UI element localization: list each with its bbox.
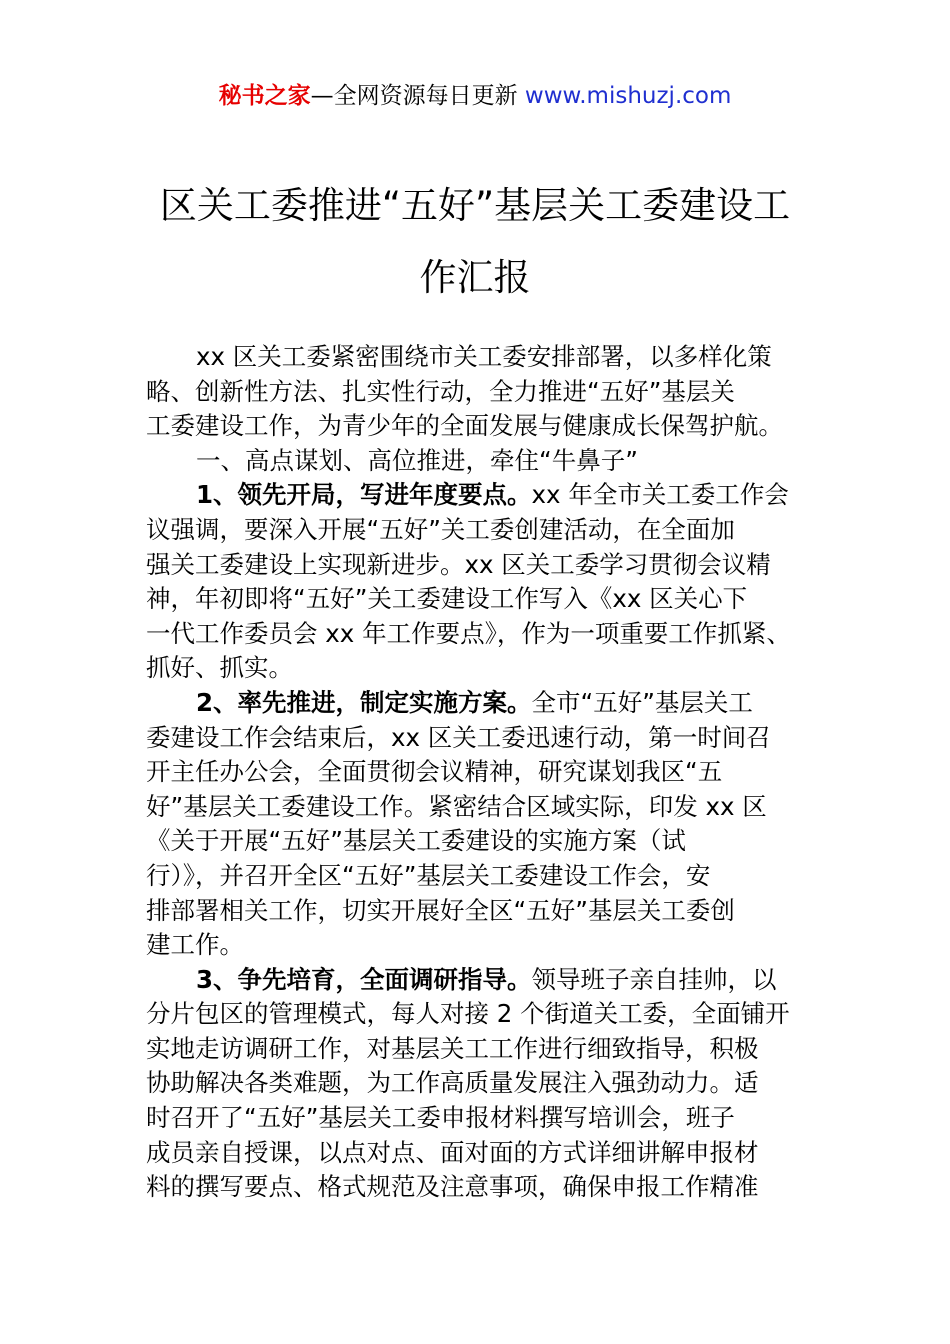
body-line: [146, 1066, 836, 1101]
body-text: 《关于开展“五好”基层关工委建设的实施方案（试: [146, 826, 686, 856]
document-title: [120, 170, 830, 314]
site-url-link[interactable]: www.mishuzj.com: [524, 83, 732, 109]
body-line: [146, 755, 836, 790]
section-heading: 1、领先开局，写进年度要点。: [196, 480, 532, 510]
body-text: 抓好、抓实。: [146, 653, 293, 683]
body-line: [146, 824, 836, 859]
body-line: [146, 997, 836, 1032]
body-line: [146, 894, 836, 929]
body-text: xx 年全市关工委工作会: [531, 480, 789, 510]
body-line: [146, 1136, 836, 1171]
body-text: xx 区关工委紧密围绕市关工委安排部署，以多样化策: [196, 342, 772, 371]
body-line: [146, 928, 836, 963]
body-text: 好”基层关工委建设工作。紧密结合区域实际，印发 xx 区: [146, 791, 767, 821]
body-text: 分片包区的管理模式，每人对接 2 个街道关工委，全面铺开: [146, 999, 790, 1029]
section-heading: 3、争先培育，全面调研指导。: [196, 964, 532, 994]
body-text: 一代工作委员会 xx 年工作要点》，作为一项重要工作抓紧、: [146, 618, 791, 648]
body-line: [146, 1170, 836, 1205]
title-line-2: 作汇报: [419, 256, 531, 299]
body-text: 实地走访调研工作，对基层关工工作进行细致指导，积极: [146, 1033, 759, 1063]
site-name: 秘书之家: [218, 83, 311, 109]
body-text: 领导班子亲自挂帅，以: [531, 964, 777, 994]
body-line: [146, 340, 836, 375]
body-text: 料的撰写要点、格式规范及注意事项，确保申报工作精准: [146, 1172, 759, 1202]
body-text: 开主任办公会，全面贯彻会议精神，研究谋划我区“五: [146, 757, 723, 787]
body-text: 时召开了“五好”基层关工委申报材料撰写培训会，班子: [146, 1103, 735, 1133]
body-text: 强关工委建设上实现新进步。xx 区关工委学习贯彻会议精: [146, 549, 771, 579]
body-text: 成员亲自授课，以点对点、面对面的方式详细讲解申报材: [146, 1137, 759, 1167]
body-line: [146, 409, 836, 444]
body-line: [146, 963, 836, 998]
body-text: 全市“五好”基层关工: [531, 687, 753, 717]
body-text: 神，年初即将“五好”关工委建设工作写入《xx 区关心下: [146, 584, 748, 614]
body-line: [146, 513, 836, 548]
section-heading: 2、率先推进，制定实施方案。: [196, 687, 532, 717]
body-text: 一、高点谋划、高位推进，牵住“牛鼻子”: [196, 445, 638, 475]
body-line: [146, 444, 836, 479]
body-line: [146, 478, 836, 513]
body-line: [146, 686, 836, 721]
body-text: 议强调，要深入开展“五好”关工委创建活动，在全面加: [146, 514, 735, 544]
body-line: [146, 548, 836, 583]
body-text: 排部署相关工作，切实开展好全区“五好”基层关工委创: [146, 895, 735, 925]
body-text: 工委建设工作，为青少年的全面发展与健康成长保驾护航。: [146, 411, 783, 441]
site-tagline: —全网资源每日更新: [310, 83, 518, 109]
body-text: 建工作。: [146, 930, 244, 960]
title-line-1: 区关工委推进“五好”基层关工委建设工: [159, 184, 791, 227]
body-line: [146, 617, 836, 652]
body-line: [146, 721, 836, 756]
body-text: 行）》，并召开全区“五好”基层关工委建设工作会，安: [146, 860, 711, 890]
body-line: [146, 582, 836, 617]
body-line: [146, 790, 836, 825]
body-text: 协助解决各类难题，为工作高质量发展注入强劲动力。适: [146, 1068, 759, 1098]
body-line: [146, 1032, 836, 1067]
body-line: [146, 859, 836, 894]
site-header: [0, 80, 950, 112]
body-line: [146, 651, 836, 686]
body-text: 委建设工作会结束后，xx 区关工委迅速行动，第一时间召: [146, 722, 771, 752]
document-body: [146, 340, 836, 1205]
body-line: [146, 1101, 836, 1136]
body-line: [146, 375, 836, 410]
body-text: 略、创新性方法、扎实性行动，全力推进“五好”基层关: [146, 376, 735, 406]
